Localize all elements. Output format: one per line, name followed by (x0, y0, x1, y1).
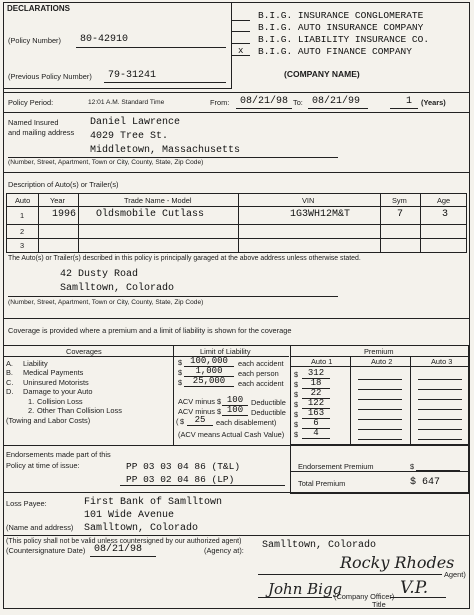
limit-b-currency: $ (178, 368, 183, 377)
company-check-line-1 (232, 20, 250, 21)
agency-label: (Agency at): (204, 546, 244, 555)
declarations-title: DECLARATIONS (7, 4, 70, 13)
premium-auto2-line-7 (358, 439, 402, 440)
officer-title-line (390, 597, 446, 598)
autos-row-2-auto: 2 (20, 227, 25, 236)
coverage-col-coverages: Coverages (66, 347, 102, 356)
autos-row-rule-2 (6, 238, 466, 239)
coverage-c-letter: C. (6, 378, 14, 387)
coverage-b-name: Medical Payments (23, 368, 84, 377)
autos-row-1-auto: 1 (20, 211, 25, 220)
premium-auto3-line-6 (418, 429, 462, 430)
coverage-a-letter: A. (6, 359, 13, 368)
coverage-col-rule-2 (290, 345, 291, 445)
premium-auto2-line-5 (358, 419, 402, 420)
limit-d2-prefix: ACV minus $ (178, 407, 222, 416)
limit-d1-suffix: Deductible (251, 398, 286, 407)
endorsement-premium-line (416, 470, 460, 471)
garage-bottom-rule (3, 318, 469, 319)
coverage-auto-rule (290, 366, 468, 367)
premium-a-value: 312 (302, 369, 330, 379)
premium-towing-currency: $ (294, 430, 299, 439)
endorsement-line-2: PP 03 02 04 86 (LP) (126, 474, 235, 485)
coverage-a-name: Liability (23, 359, 48, 368)
autos-col-rule-4 (380, 193, 381, 252)
autos-header-rule (6, 206, 466, 207)
policy-number-line (76, 47, 226, 48)
premium-auto2-line-6 (358, 429, 402, 430)
limit-b-value: 1,000 (184, 367, 234, 377)
limit-towing-prefix: $ (180, 417, 185, 426)
autos-header-year: Year (50, 196, 65, 205)
coverage-col-rule-1 (173, 345, 174, 445)
previous-policy-number: 79-31241 (108, 70, 157, 81)
endorsements-bottom-rule (3, 492, 469, 493)
garage-caption: (Number, Street, Apartment, Town or City, County, State, Zip Code) (8, 299, 204, 306)
premium-c-currency: $ (294, 390, 299, 399)
premium-auto3-line-5 (418, 419, 462, 420)
autos-header-age: Age (437, 196, 451, 205)
endorsement-rule (120, 485, 285, 486)
period-to-date: 08/21/99 (312, 96, 361, 107)
premium-c-value: 22 (302, 389, 330, 399)
coverage-header-rule (3, 356, 173, 357)
coverage-col-auto-2: Auto 2 (371, 357, 393, 366)
coverage-c-name: Uninsured Motorists (23, 378, 89, 387)
company-check-line-3 (232, 43, 250, 44)
autos-label: Description of Auto(s) or Trailer(s) (8, 180, 119, 189)
coverage-col-auto-1: Auto 1 (311, 357, 333, 366)
company-option-2: B.I.G. AUTO INSURANCE COMPANY (258, 22, 424, 33)
countersignature-date-line (90, 556, 156, 557)
limit-towing-open: ( (176, 417, 179, 426)
company-check-mark: x (238, 46, 244, 56)
company-check-line-2 (232, 31, 250, 32)
premium-auto3-line-2 (418, 389, 462, 390)
policy-number-label: (Policy Number) (8, 36, 61, 45)
agent-signature-line (258, 574, 442, 575)
coverage-d2-letter: 2. (28, 406, 35, 415)
officer-title: V.P. (400, 578, 429, 598)
named-insured-label: Named Insured (8, 118, 59, 127)
period-years-label: (Years) (421, 98, 446, 107)
premium-b-currency: $ (294, 380, 299, 389)
policy-period-time: 12:01 A.M. Standard Time (88, 99, 165, 106)
insured-city: Middletown, Massachusetts (90, 145, 241, 156)
loss-payee-line-3: Samlltown, Colorado (84, 523, 199, 534)
loss-payee-address-label: (Name and address) (6, 523, 74, 532)
period-years-line (390, 108, 418, 109)
limit-c-currency: $ (178, 378, 183, 387)
insured-name: Daniel Lawrence (90, 117, 181, 128)
premium-auto3-line-1 (418, 379, 462, 380)
premium-b-value: 18 (302, 379, 330, 389)
garage-line-1: 42 Dusty Road (60, 269, 139, 280)
loss-payee-bottom-rule (3, 535, 469, 536)
premium-towing-value: 4 (302, 429, 330, 439)
policy-period-label: Policy Period: (8, 98, 54, 107)
coverage-d2-name: Other Than Collision Loss (37, 406, 122, 415)
autos-row-1-model: Oldsmobile Cutlass (96, 209, 205, 220)
coverage-col-auto-3: Auto 3 (431, 357, 453, 366)
premium-d-value: 122 (302, 399, 330, 409)
premium-auto2-line-3 (358, 399, 402, 400)
period-from-line (236, 108, 292, 109)
garage-line (8, 296, 338, 297)
loss-payee-line-2: 101 Wide Avenue (84, 510, 175, 521)
total-premium-label: Total Premium (298, 479, 346, 488)
limit-a-suffix: each accident (238, 359, 284, 368)
limit-d2-value: 100 (222, 406, 248, 416)
period-to-label: To: (293, 98, 303, 107)
premium-auto3-line-4 (418, 409, 462, 410)
limit-d2-suffix: Deductible (251, 408, 286, 417)
total-premium-value: $ 647 (410, 477, 441, 488)
endorsement-premium-currency: $ (410, 462, 415, 471)
premium-auto3-line-7 (418, 439, 462, 440)
company-name-label: (COMPANY NAME) (284, 69, 360, 79)
autos-row-1-year: 1996 (52, 209, 77, 220)
previous-policy-label: (Previous Policy Number) (8, 72, 92, 81)
autos-header-model: Trade Name - Model (124, 196, 192, 205)
company-option-4: B.I.G. AUTO FINANCE COMPANY (258, 46, 412, 57)
officer-signature-line (258, 597, 332, 598)
autos-row-1-age: 3 (442, 209, 449, 220)
premium-d-currency: $ (294, 400, 299, 409)
officer-signature: John Bigg (268, 580, 343, 598)
garage-line-2: Samlltown, Colorado (60, 283, 175, 294)
premium-auto2-line-2 (358, 389, 402, 390)
limit-towing-value: 25 (187, 416, 213, 426)
autos-col-rule-2 (78, 193, 79, 252)
autos-header-vin: VIN (302, 196, 315, 205)
endorsement-line-1: PP 03 03 04 86 (T&L) (126, 461, 241, 472)
previous-policy-line (104, 82, 226, 83)
coverage-col-premium: Premium (364, 347, 394, 356)
premium-d2-currency: $ (294, 420, 299, 429)
countersignature-date: 08/21/98 (94, 544, 143, 555)
coverage-d1-letter: 1. (28, 397, 35, 406)
company-option-3: B.I.G. LIABILITY INSURANCE CO. (258, 34, 430, 45)
coverage-col-rule-4 (410, 356, 411, 445)
autos-row-3-auto: 3 (20, 241, 25, 250)
autos-row-1-vin: 1G3WH12M&T (290, 209, 351, 220)
premium-d1-value: 163 (302, 409, 330, 419)
endorsements-label-1: Endorsements made part of this (6, 450, 111, 459)
premium-d1-currency: $ (294, 410, 299, 419)
coverage-col-rule-3 (350, 356, 351, 445)
premium-auto3-line-3 (418, 399, 462, 400)
premium-a-currency: $ (294, 370, 299, 379)
limit-d1-value: 100 (222, 396, 248, 406)
premium-auto2-line-4 (358, 409, 402, 410)
autos-row-1-sym: 7 (397, 209, 404, 220)
countersign-notice: (This policy shall not be valid unless countersigned by our authorized agent) (6, 538, 242, 545)
insured-bottom-rule (3, 172, 469, 173)
premium-summary-divider (290, 471, 468, 472)
countersignature-date-label: (Countersignature Date) (6, 546, 86, 555)
coverage-d1-name: Collision Loss (37, 397, 83, 406)
limit-c-value: 25,000 (184, 377, 234, 387)
limit-b-suffix: each person (238, 369, 279, 378)
garage-label: The Auto(s) or Trailer(s) described in this policy is principally garaged at the above address unless otherwise stated. (8, 255, 361, 262)
premium-auto2-line-1 (358, 379, 402, 380)
insured-street: 4029 Tree St. (90, 131, 169, 142)
limit-a-value: 100,000 (184, 357, 234, 367)
loss-payee-label: Loss Payee: (6, 499, 47, 508)
limit-towing-suffix: each disablement) (216, 418, 277, 427)
coverage-intro: Coverage is provided where a premium and a limit of liability is shown for the coverage (8, 326, 292, 335)
period-bottom-rule (3, 112, 469, 113)
acv-note: (ACV means Actual Cash Value) (178, 430, 285, 439)
company-officer-label: (Company Officer) (334, 592, 395, 601)
coverage-d-name: Damage to your Auto (23, 387, 93, 396)
loss-payee-line-1: First Bank of Samlltown (84, 497, 223, 508)
period-to-line (308, 108, 368, 109)
coverage-d-letter: D. (6, 387, 14, 396)
limit-a-currency: $ (178, 358, 183, 367)
autos-col-rule-1 (38, 193, 39, 252)
endorsement-premium-label: Endorsement Premium (298, 462, 374, 471)
autos-row-rule-1 (6, 224, 466, 225)
agent-signature: Rocky Rhodes (340, 553, 455, 572)
autos-col-rule-5 (420, 193, 421, 252)
autos-header-auto: Auto (15, 196, 31, 205)
autos-header-sym: Sym (392, 196, 407, 205)
coverage-towing-name: (Towing and Labor Costs) (6, 416, 91, 425)
period-from-label: From: (210, 98, 230, 107)
endorsements-label-2: Policy at time of issue: (6, 461, 80, 470)
premium-d2-value: 6 (302, 419, 330, 429)
coverage-b-letter: B. (6, 368, 13, 377)
insured-caption: (Number, Street, Apartment, Town or City, County, State, Zip Code) (8, 159, 204, 166)
coverage-col-limit: Limit of Liability (200, 347, 251, 356)
policy-number: 80-42910 (80, 34, 129, 45)
limit-c-suffix: each accident (238, 379, 284, 388)
autos-col-rule-3 (238, 193, 239, 252)
agency-location: Samlltown, Colorado (262, 540, 377, 551)
insured-line (8, 157, 338, 158)
agent-label: Agent) (444, 570, 466, 579)
period-from-date: 08/21/98 (240, 96, 289, 107)
mailing-address-label: and mailing address (8, 128, 75, 137)
title-label: Title (372, 600, 386, 609)
limit-d1-prefix: ACV minus $ (178, 397, 222, 406)
period-years: 1 (406, 96, 413, 107)
period-top-rule (3, 92, 469, 93)
company-option-1: B.I.G. INSURANCE CONGLOMERATE (258, 10, 424, 21)
